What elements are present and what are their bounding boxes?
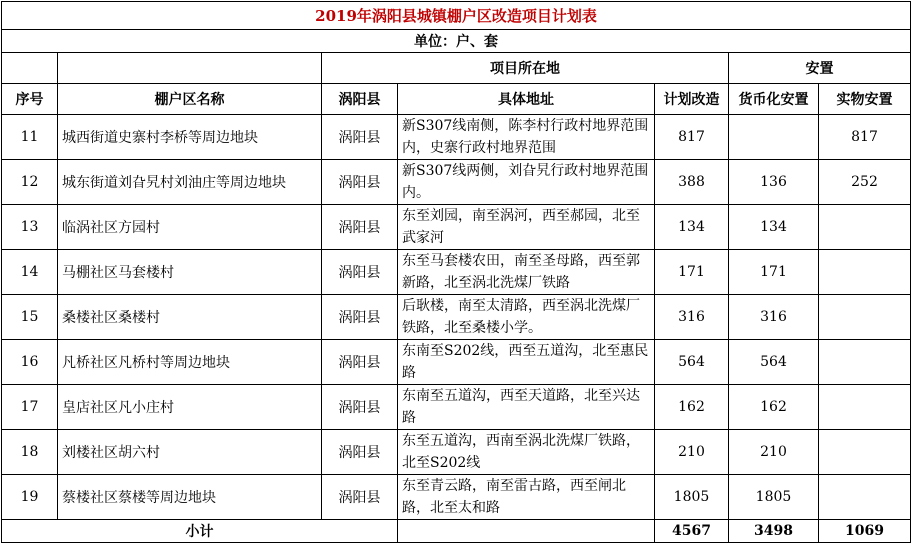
row-monetized: 316: [729, 295, 819, 340]
total-physical: 1069: [819, 520, 911, 543]
row-physical: [819, 430, 911, 475]
table-row: [2, 430, 911, 475]
table-row: [2, 205, 911, 250]
header-county: 涡阳县: [322, 84, 398, 115]
row-address: 后耿楼，南至太清路，西至涡北洗煤厂铁路，北至桑楼小学。: [398, 295, 655, 340]
blank-cell: [2, 53, 58, 84]
row-planned: 210: [655, 430, 729, 475]
row-planned: 564: [655, 340, 729, 385]
row-name: 刘楼社区胡六村: [58, 430, 322, 475]
row-county: 涡阳县: [322, 160, 398, 205]
table-row: [2, 115, 911, 160]
header-address: 具体地址: [398, 84, 655, 115]
header-planned: 计划改造: [655, 84, 729, 115]
row-index: 11: [2, 115, 58, 160]
unit-label: 单位：户、套: [2, 30, 911, 53]
row-physical: [819, 385, 911, 430]
row-physical: [819, 340, 911, 385]
row-physical: 252: [819, 160, 911, 205]
total-label: 小计: [2, 520, 398, 543]
row-physical: 817: [819, 115, 911, 160]
row-county: 涡阳县: [322, 115, 398, 160]
row-index: 16: [2, 340, 58, 385]
header-name: 棚户区名称: [58, 84, 322, 115]
table-row: [2, 385, 911, 430]
table-row: [2, 160, 911, 205]
row-address: 新S307线南侧，陈李村行政村地界范围内，史寨行政村地界范围: [398, 115, 655, 160]
row-county: 涡阳县: [322, 340, 398, 385]
row-monetized: 162: [729, 385, 819, 430]
total-row: [2, 520, 911, 543]
row-name: 临涡社区方园村: [58, 205, 322, 250]
row-planned: 171: [655, 250, 729, 295]
row-planned: 388: [655, 160, 729, 205]
row-address: 东南至S202线，西至五道沟，北至惠民路: [398, 340, 655, 385]
row-address: 东至青云路，南至雷古路，西至闸北路，北至太和路: [398, 475, 655, 520]
row-monetized: 564: [729, 340, 819, 385]
row-index: 15: [2, 295, 58, 340]
row-monetized: 136: [729, 160, 819, 205]
header-index: 序号: [2, 84, 58, 115]
row-monetized: 1805: [729, 475, 819, 520]
row-name: 马棚社区马套楼村: [58, 250, 322, 295]
header-monetized: 货币化安置: [729, 84, 819, 115]
table-row: [2, 250, 911, 295]
row-planned: 162: [655, 385, 729, 430]
row-physical: [819, 295, 911, 340]
table-row: [2, 340, 911, 385]
row-index: 13: [2, 205, 58, 250]
row-address: 东至马套楼农田，南至圣母路，西至郭新路，北至涡北洗煤厂铁路: [398, 250, 655, 295]
row-name: 桑楼社区桑楼村: [58, 295, 322, 340]
row-monetized: [729, 115, 819, 160]
total-monetized: 3498: [729, 520, 819, 543]
header-physical: 实物安置: [819, 84, 911, 115]
row-name: 城西街道史寨村李桥等周边地块: [58, 115, 322, 160]
row-index: 12: [2, 160, 58, 205]
row-index: 17: [2, 385, 58, 430]
row-address: 东至五道沟，西南至涡北洗煤厂铁路，北至S202线: [398, 430, 655, 475]
row-physical: [819, 205, 911, 250]
row-address: 新S307线两侧，刘旮旯行政村地界范围内。: [398, 160, 655, 205]
row-monetized: 210: [729, 430, 819, 475]
row-physical: [819, 250, 911, 295]
row-index: 18: [2, 430, 58, 475]
location-group-header: 项目所在地: [322, 53, 729, 84]
row-planned: 134: [655, 205, 729, 250]
row-county: 涡阳县: [322, 475, 398, 520]
row-monetized: 171: [729, 250, 819, 295]
row-planned: 817: [655, 115, 729, 160]
row-name: 凡桥社区凡桥村等周边地块: [58, 340, 322, 385]
blank-cell: [398, 520, 655, 543]
row-county: 涡阳县: [322, 385, 398, 430]
row-index: 19: [2, 475, 58, 520]
row-address: 东至刘园，南至涡河，西至郝园，北至武家河: [398, 205, 655, 250]
row-county: 涡阳县: [322, 250, 398, 295]
row-planned: 1805: [655, 475, 729, 520]
total-planned: 4567: [655, 520, 729, 543]
row-physical: [819, 475, 911, 520]
row-county: 涡阳县: [322, 430, 398, 475]
row-name: 城东街道刘旮旯村刘油庄等周边地块: [58, 160, 322, 205]
table-row: [2, 475, 911, 520]
table-row: [2, 295, 911, 340]
row-monetized: 134: [729, 205, 819, 250]
table-title: 2019年涡阳县城镇棚户区改造项目计划表: [2, 2, 911, 30]
row-index: 14: [2, 250, 58, 295]
row-county: 涡阳县: [322, 205, 398, 250]
row-name: 蔡楼社区蔡楼等周边地块: [58, 475, 322, 520]
row-planned: 316: [655, 295, 729, 340]
row-address: 东南至五道沟，西至天道路，北至兴达路: [398, 385, 655, 430]
row-name: 皇店社区凡小庄村: [58, 385, 322, 430]
row-county: 涡阳县: [322, 295, 398, 340]
blank-cell: [58, 53, 322, 84]
project-plan-table: [1, 1, 911, 543]
resettlement-group-header: 安置: [729, 53, 911, 84]
